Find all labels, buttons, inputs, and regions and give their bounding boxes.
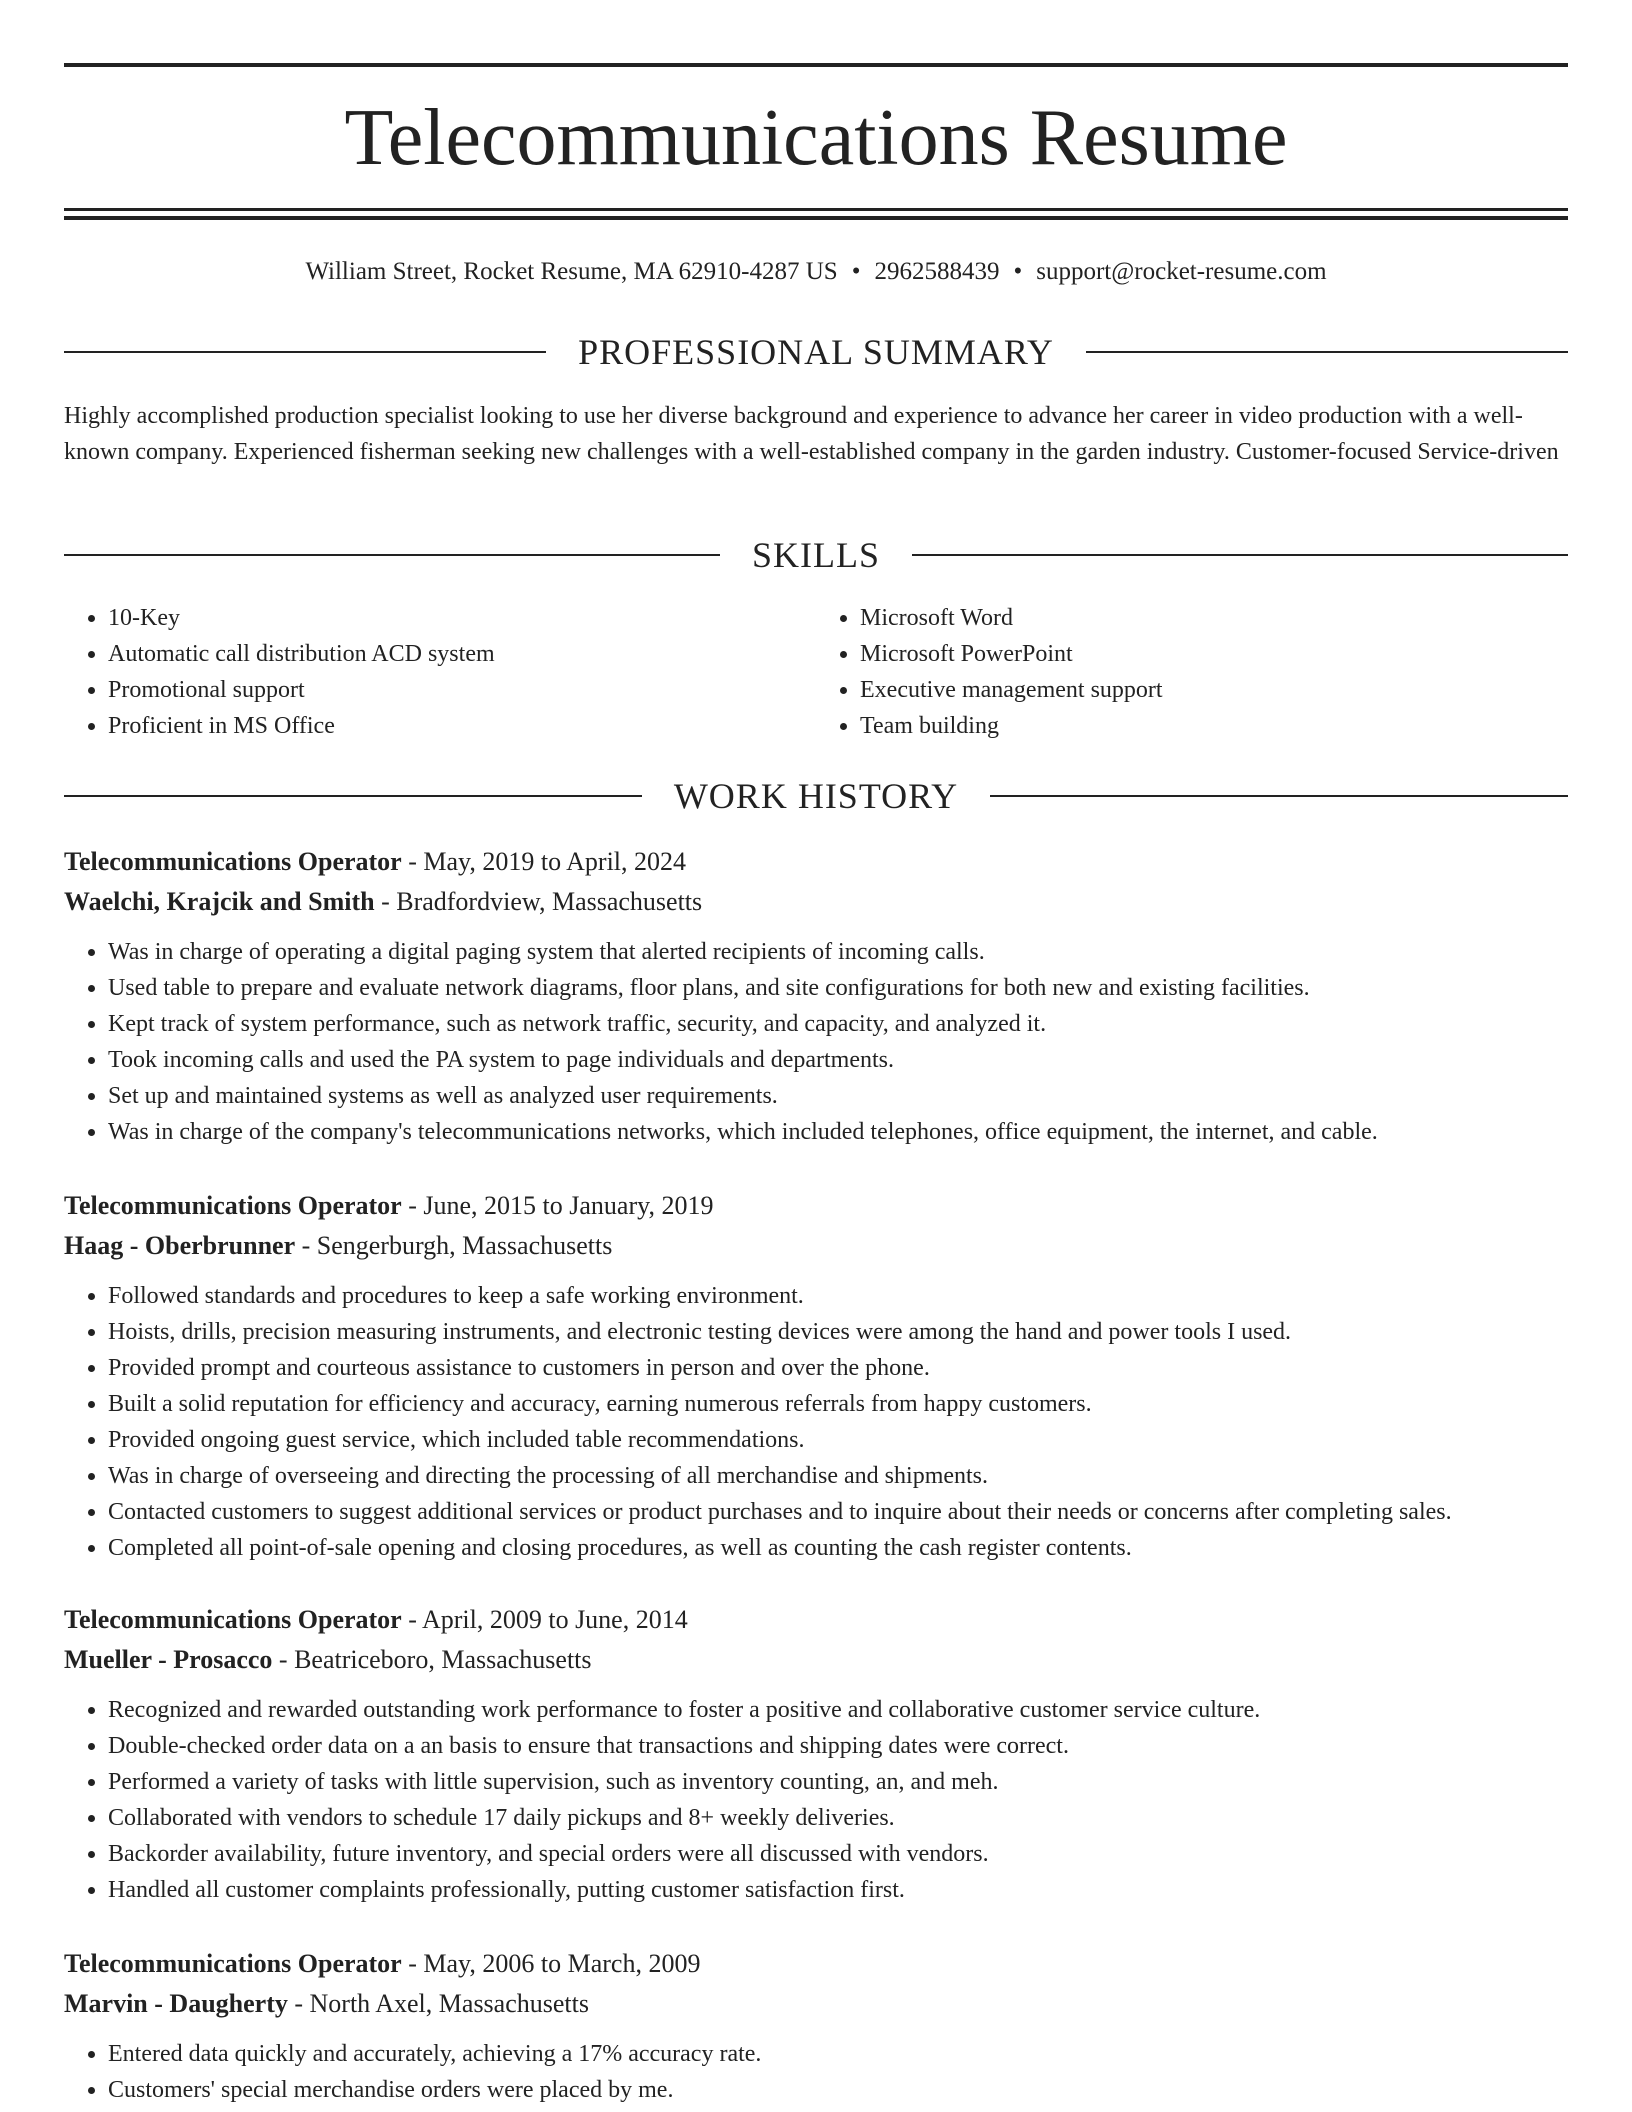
section-rule <box>1086 351 1568 353</box>
skills-list <box>64 600 1568 744</box>
job-entry <box>64 1186 1568 1566</box>
top-divider <box>64 63 1568 67</box>
contact-separator: • <box>851 258 861 285</box>
work-heading: WORK HISTORY <box>673 776 959 816</box>
job-title-line <box>64 1944 1568 1984</box>
job-bullet: • Contacted customers to suggest additional services or product purchases and to inquire about their needs or concerns after completing sales. <box>108 1494 1568 1530</box>
job-bullet: • Double-checked order data on a an basis to ensure that transactions and shipping dates were correct. <box>108 1728 1568 1764</box>
job-bullet: • Handled all customer complaints professionally, putting customer satisfaction first. <box>108 1872 1568 1908</box>
job-bullets <box>64 934 1568 1150</box>
job-bullet: • Performed a variety of tasks with little supervision, such as inventory counting, an, and meh. <box>108 1764 1568 1800</box>
job-bullet: • Completed all point-of-sale opening and closing procedures, as well as counting the cash register contents. <box>108 1530 1568 1566</box>
skill-item: • Executive management support <box>860 672 1568 708</box>
job-dates: - May, 2006 to March, 2009 <box>401 1949 701 1978</box>
job-entry <box>64 1600 1568 1908</box>
job-location: - North Axel, Massachusetts <box>287 1989 589 2018</box>
job-title: Telecommunications Operator <box>64 1605 402 1634</box>
contact-phone: 2962588439 <box>874 258 1000 285</box>
job-bullet: • Was in charge of operating a digital paging system that alerted recipients of incoming calls. <box>108 934 1568 970</box>
job-bullet: • Entered data quickly and accurately, achieving a 17% accuracy rate. <box>108 2036 1568 2072</box>
skill-item: • Microsoft Word <box>860 600 1568 636</box>
summary-text: Highly accomplished production specialist looking to use her diverse background and experience to advance her career in video production with a well-known company. Experienced fisherman seeking new challenges with a well-established company in the garden industry. Customer-focused Service-driven <box>64 403 1559 465</box>
section-rule <box>64 351 546 353</box>
job-title-line <box>64 1600 1568 1640</box>
contact-separator: • <box>1013 258 1023 285</box>
job-bullet: • Used table to prepare and evaluate network diagrams, floor plans, and site configurations for both new and existing facilities. <box>108 970 1568 1006</box>
job-location: - Bradfordview, Massachusetts <box>374 887 703 916</box>
job-bullets <box>64 2036 1568 2108</box>
job-bullet: • Built a solid reputation for efficiency and accuracy, earning numerous referrals from happy customers. <box>108 1386 1568 1422</box>
contact-email: support@rocket-resume.com <box>1036 258 1327 285</box>
job-bullet: • Customers' special merchandise orders were placed by me. <box>108 2072 1568 2108</box>
job-bullet: • Was in charge of the company's telecommunications networks, which included telephones, office equipment, the internet, and cable. <box>108 1114 1568 1150</box>
job-location: - Beatriceboro, Massachusetts <box>272 1645 592 1674</box>
skills-column-left <box>64 600 816 744</box>
contact-line <box>64 254 1568 290</box>
job-bullet: • Provided ongoing guest service, which included table recommendations. <box>108 1422 1568 1458</box>
job-company: Waelchi, Krajcik and Smith <box>64 887 375 916</box>
job-bullet: • Was in charge of overseeing and directing the processing of all merchandise and shipments. <box>108 1458 1568 1494</box>
skills-heading: SKILLS <box>752 535 881 575</box>
job-bullet: • Took incoming calls and used the PA system to page individuals and departments. <box>108 1042 1568 1078</box>
job-company: Haag - Oberbrunner <box>64 1231 296 1260</box>
resume-title: Telecommunications Resume <box>344 94 1288 182</box>
job-bullet: • Backorder availability, future inventory, and special orders were all discussed with vendors. <box>108 1836 1568 1872</box>
job-title-line <box>64 1186 1568 1226</box>
job-title: Telecommunications Operator <box>64 1191 402 1220</box>
contact-address: William Street, Rocket Resume, MA 62910-4287 US <box>305 258 838 285</box>
job-bullet: • Followed standards and procedures to keep a safe working environment. <box>108 1278 1568 1314</box>
job-entry <box>64 842 1568 1150</box>
skills-section-header <box>64 533 1568 577</box>
summary-heading: PROFESSIONAL SUMMARY <box>578 332 1054 372</box>
skill-item: • Team building <box>860 708 1568 744</box>
job-company-line <box>64 1226 1568 1266</box>
skills-column-right <box>816 600 1568 744</box>
job-entry <box>64 1944 1568 2108</box>
section-rule <box>64 795 642 797</box>
job-company: Marvin - Daugherty <box>64 1989 288 2018</box>
section-rule <box>912 554 1568 556</box>
title-double-divider <box>64 208 1568 220</box>
summary-section-header <box>64 330 1568 374</box>
job-company-line <box>64 1640 1568 1680</box>
job-location: - Sengerburgh, Massachusetts <box>295 1231 613 1260</box>
job-bullet: • Provided prompt and courteous assistance to customers in person and over the phone. <box>108 1350 1568 1386</box>
skill-item: • Microsoft PowerPoint <box>860 636 1568 672</box>
job-bullet: • Collaborated with vendors to schedule 17 daily pickups and 8+ weekly deliveries. <box>108 1800 1568 1836</box>
section-rule <box>990 795 1568 797</box>
job-title: Telecommunications Operator <box>64 1949 402 1978</box>
job-bullets <box>64 1692 1568 1908</box>
skill-item: • 10-Key <box>108 600 816 636</box>
job-bullet: • Set up and maintained systems as well as analyzed user requirements. <box>108 1078 1568 1114</box>
skill-item: • Promotional support <box>108 672 816 708</box>
work-section-header <box>64 774 1568 818</box>
job-title: Telecommunications Operator <box>64 847 402 876</box>
job-bullets <box>64 1278 1568 1566</box>
job-company-line <box>64 1984 1568 2024</box>
job-company: Mueller - Prosacco <box>64 1645 273 1674</box>
section-rule <box>64 554 720 556</box>
skill-item: • Automatic call distribution ACD system <box>108 636 816 672</box>
job-bullet: • Recognized and rewarded outstanding work performance to foster a positive and collaborative customer service culture. <box>108 1692 1568 1728</box>
job-dates: - May, 2019 to April, 2024 <box>401 847 687 876</box>
job-dates: - June, 2015 to January, 2019 <box>401 1191 714 1220</box>
job-title-line <box>64 842 1568 882</box>
job-dates: - April, 2009 to June, 2014 <box>401 1605 688 1634</box>
job-bullet: • Hoists, drills, precision measuring instruments, and electronic testing devices were among the hand and power tools I used. <box>108 1314 1568 1350</box>
job-bullet: • Kept track of system performance, such as network traffic, security, and capacity, and analyzed it. <box>108 1006 1568 1042</box>
skill-item: • Proficient in MS Office <box>108 708 816 744</box>
job-company-line <box>64 882 1568 922</box>
